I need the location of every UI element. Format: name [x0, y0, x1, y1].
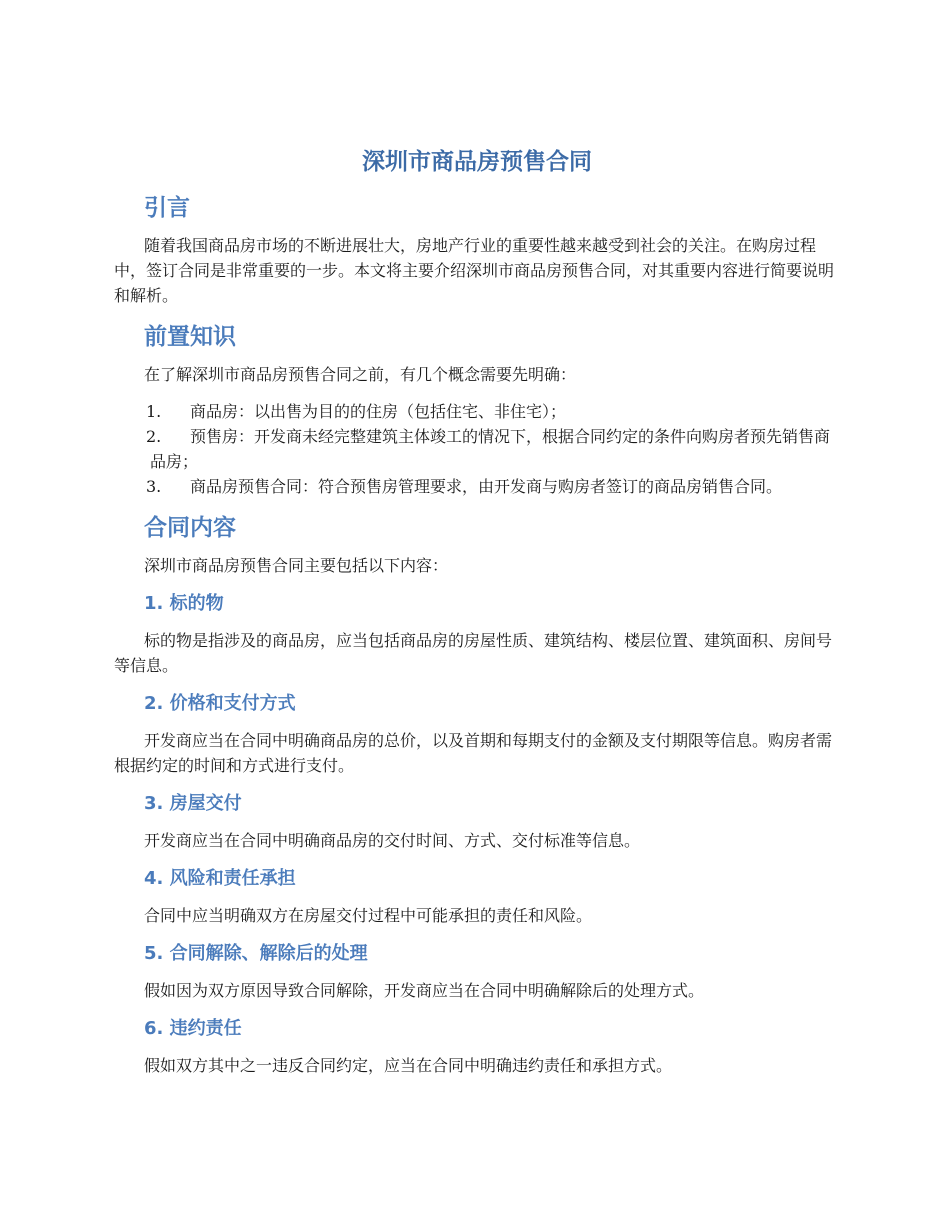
list-text: 商品房预售合同：符合预售房管理要求，由开发商与购房者签订的商品房销售合同。 [190, 477, 783, 496]
section-heading-content: 合同内容 [144, 515, 236, 541]
subsection-heading-delivery: 3. 房屋交付 [144, 793, 242, 814]
list-text: 预售房：开发商未经完整建筑主体竣工的情况下，根据合同约定的条件向购房者预先销售商品房； [150, 427, 831, 471]
content-paragraph: 深圳市商品房预售合同主要包括以下内容： [144, 556, 449, 575]
subsection-heading-termination: 5. 合同解除、解除后的处理 [144, 943, 368, 964]
subsection-heading-breach: 6. 违约责任 [144, 1018, 242, 1039]
list-item [114, 399, 840, 424]
subsection-paragraph-price: 开发商应当在合同中明确商品房的总价，以及首期和每期支付的金额及支付期限等信息。购房者需根据约定的时间和方式进行支付。 [114, 731, 833, 775]
subsection-paragraph-risk: 合同中应当明确双方在房屋交付过程中可能承担的责任和风险。 [144, 906, 593, 925]
list-text: 商品房：以出售为目的的住房（包括住宅、非住宅）； [190, 402, 567, 421]
document-title: 深圳市商品房预售合同 [362, 149, 592, 175]
subsection-paragraph-breach: 假如双方其中之一违反合同约定，应当在合同中明确违约责任和承担方式。 [144, 1056, 673, 1075]
subsection-paragraph-delivery: 开发商应当在合同中明确商品房的交付时间、方式、交付标准等信息。 [144, 831, 641, 850]
list-item [114, 474, 840, 499]
subsection-heading-price: 2. 价格和支付方式 [144, 693, 296, 714]
list-number: 2. [146, 427, 162, 446]
subsection-heading-risk: 4. 风险和责任承担 [144, 868, 296, 889]
list-item [114, 424, 840, 474]
subsection-paragraph-termination: 假如因为双方原因导致合同解除，开发商应当在合同中明确解除后的处理方式。 [144, 981, 705, 1000]
document-page [114, 145, 840, 1090]
subsection-paragraph-subject: 标的物是指涉及的商品房，应当包括商品房的房屋性质、建筑结构、楼层位置、建筑面积、房间号等信息。 [114, 631, 833, 675]
section-heading-prereq: 前置知识 [144, 324, 236, 350]
intro-paragraph: 随着我国商品房市场的不断进展壮大，房地产行业的重要性越来越受到社会的关注。在购房过程中，签订合同是非常重要的一步。本文将主要介绍深圳市商品房预售合同，对其重要内容进行简要说明和解析。 [114, 236, 835, 305]
prereq-paragraph: 在了解深圳市商品房预售合同之前，有几个概念需要先明确： [144, 365, 577, 384]
subsection-heading-subject: 1. 标的物 [144, 593, 224, 614]
list-number: 1. [146, 402, 162, 421]
list-number: 3. [146, 477, 162, 496]
prereq-list [114, 399, 840, 499]
section-heading-intro: 引言 [144, 195, 190, 221]
